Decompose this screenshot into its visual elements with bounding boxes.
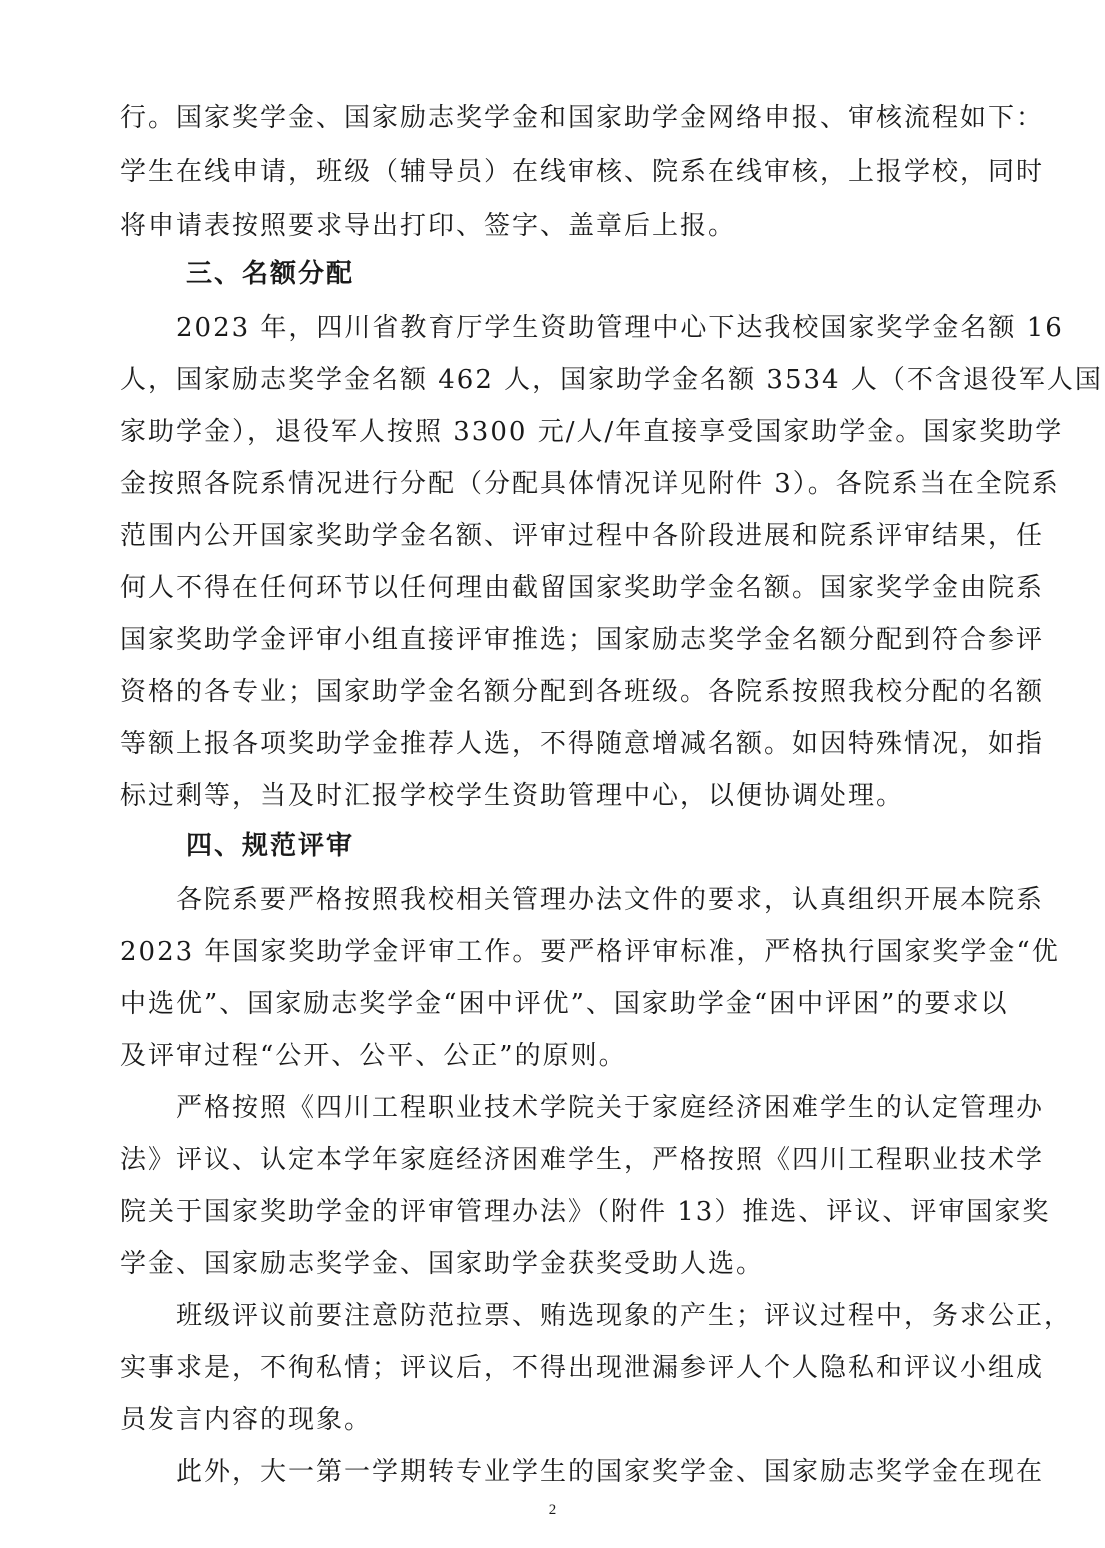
body-line-23: 实事求是，不徇私情；评议后，不得出现泄漏参评人个人隐私和评议小组成 [120, 1353, 1045, 1383]
body-line-16: 中选优”、国家励志奖学金“困中评优”、国家助学金“困中评困”的要求以 [120, 989, 1009, 1019]
body-line-7: 金按照各院系情况进行分配（分配具体情况详见附件 3）。各院系当在全院系 [120, 469, 1060, 499]
body-line-2: 学生在线申请，班级（辅导员）在线审核、院系在线审核，上报学校，同时 [120, 157, 1045, 187]
body-line-6: 家助学金），退役军人按照 3300 元/人/年直接享受国家助学金。国家奖助学 [120, 417, 1064, 447]
body-line-21: 学金、国家励志奖学金、国家助学金获奖受助人选。 [120, 1249, 765, 1279]
body-line-15: 2023 年国家奖助学金评审工作。要严格评审标准，严格执行国家奖学金“优 [120, 937, 1060, 967]
section-heading-3: 三、名额分配 [186, 259, 355, 289]
body-line-25: 此外，大一第一学期转专业学生的国家奖学金、国家励志奖学金在现在 [176, 1457, 1045, 1487]
body-line-19: 法》评议、认定本学年家庭经济困难学生，严格按照《四川工程职业技术学 [120, 1145, 1045, 1175]
body-line-4: 2023 年，四川省教育厅学生资助管理中心下达我校国家奖学金名额 16 [176, 313, 1064, 343]
section-heading-4: 四、规范评审 [186, 831, 355, 861]
page-number: 2 [548, 1502, 557, 1518]
body-line-22: 班级评议前要注意防范拉票、贿选现象的产生；评议过程中，务求公正， [176, 1301, 1073, 1331]
body-line-18: 严格按照《四川工程职业技术学院关于家庭经济困难学生的认定管理办 [176, 1093, 1045, 1123]
body-line-14: 各院系要严格按照我校相关管理办法文件的要求，认真组织开展本院系 [176, 885, 1045, 915]
body-line-1: 行。国家奖学金、国家励志奖学金和国家助学金网络申报、审核流程如下： [120, 103, 1045, 133]
body-line-10: 国家奖助学金评审小组直接评审推选；国家励志奖学金名额分配到符合参评 [120, 625, 1045, 655]
body-line-11: 资格的各专业；国家助学金名额分配到各班级。各院系按照我校分配的名额 [120, 677, 1045, 707]
body-line-12: 等额上报各项奖助学金推荐人选，不得随意增减名额。如因特殊情况，如指 [120, 729, 1045, 759]
body-line-5: 人，国家励志奖学金名额 462 人，国家助学金名额 3534 人（不含退役军人国 [120, 365, 1103, 395]
body-line-20: 院关于国家奖助学金的评审管理办法》（附件 13）推选、评议、评审国家奖 [120, 1197, 1051, 1227]
body-line-9: 何人不得在任何环节以任何理由截留国家奖助学金名额。国家奖学金由院系 [120, 573, 1045, 603]
body-line-17: 及评审过程“公开、公平、公正”的原则。 [120, 1041, 627, 1071]
body-line-24: 员发言内容的现象。 [120, 1405, 373, 1435]
body-line-8: 范围内公开国家奖助学金名额、评审过程中各阶段进展和院系评审结果，任 [120, 521, 1045, 551]
body-line-13: 标过剩等，当及时汇报学校学生资助管理中心，以便协调处理。 [120, 781, 905, 811]
body-line-3: 将申请表按照要求导出打印、签字、盖章后上报。 [120, 211, 737, 241]
